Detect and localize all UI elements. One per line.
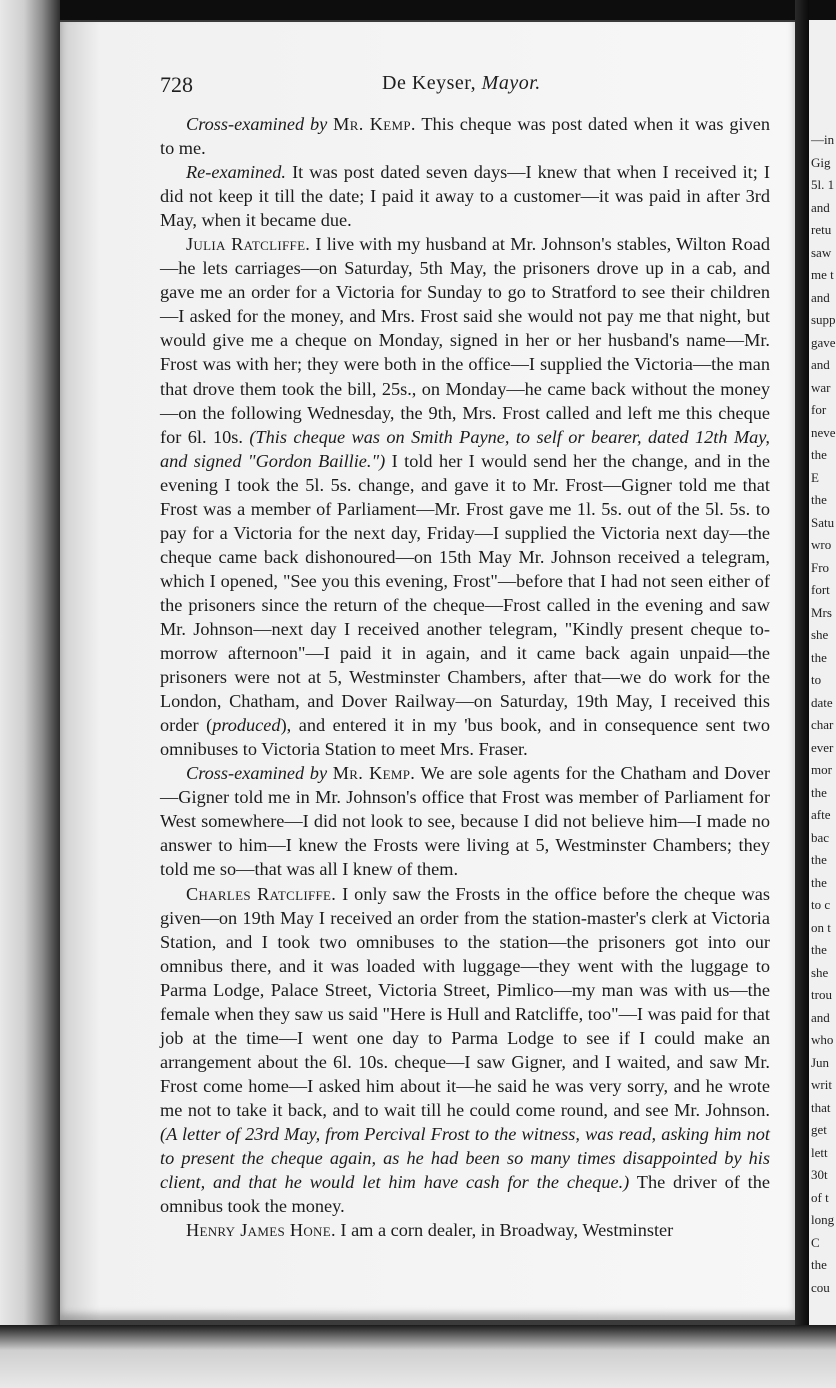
facing-page-fragment: who	[811, 1032, 834, 1047]
facing-page-fragment: 30t	[811, 1167, 828, 1182]
facing-page-fragment: retu	[811, 222, 832, 237]
facing-page-fragment: me t	[811, 267, 834, 282]
running-head-name: De Keyser,	[382, 72, 477, 94]
facing-page-fragment: ever	[811, 739, 834, 755]
facing-page-fragment: mor	[811, 762, 832, 777]
facing-page-fragment: char	[811, 717, 834, 732]
paragraph-julia-ratcliffe: Julia Ratcliffe. I live with my husband at Mr. Johnson's stables, Wilton Road—he lets carriages—on Saturday, 5th May, the prisoners drove up in a cab, and gave me an order for a Victoria for Sunday to go to Stratford to see their children—I asked for the money, and Mrs. Frost said she would not pay me that night, but would give me a cheque on Monday, signed in her or her husband's name—Mr. Frost was with her; they were both in the office—I supplied the Victoria—the man that drove them took the bill, 25s., on Monday—he came back without the money—on the following Wednesday, the 9th, Mrs. Frost called and left me this cheque for 6l. 10s. (This cheque was on Smith Payne, to self or bearer, dated 12th May, and signed "Gordon Baillie.") I told her I would send her the change, and in the evening I took the 5l. 5s. change, and gave it to Mr. Frost—Gigner told me that Frost was a member of Parliament—Mr. Frost gave me 1l. 5s. out of the 5l. 5s. to pay for a Victoria for the next day, Friday—I supplied the Victoria next day—the cheque came back dishonoured—on 15th May Mr. Johnson received a telegram, which I opened, "See you this evening, Frost"—before that I had not seen either of the prisoners since the return of the cheque—Frost called in the evening and saw Mr. Johnson—next day I received another telegram, "Kindly present cheque to-morrow afternoon"—I paid it in again, and it came back again unpaid—the prisoners were not at 5, Westminster Chambers, after that—we do work for the London, Chatham, and Dover Railway—on Saturday, 19th May, I received this order (produced), and entered it in my 'bus book, and in consequence sent two omnibuses to Victoria Station to meet Mrs. Fraser.	[160, 234, 771, 760]
paragraph-re-examined: Re-examined. It was post dated seven days—I knew that when I received it; I did not keep it till the date; I paid it away to a customer—it was paid in after 3rd May, when it became due.	[160, 162, 770, 231]
facing-page-edge	[809, 20, 836, 1325]
facing-page-fragment: for	[811, 402, 827, 417]
facing-page-fragment: saw	[811, 244, 832, 260]
facing-page-fragment: of t	[811, 1189, 829, 1205]
paragraph-cross-examined-kemp-1: Cross-examined by Mr. Kemp. This cheque was post dated when it was given to me.	[160, 114, 770, 159]
facing-page-fragment: the	[811, 942, 827, 957]
scan-bottom-border	[0, 1325, 836, 1388]
facing-page-fragment: she	[811, 964, 829, 980]
facing-page-fragment: long	[811, 1212, 835, 1227]
facing-page-fragment: the	[811, 1257, 827, 1272]
facing-page-fragment: trou	[811, 987, 832, 1002]
paragraph-henry-james-hone: Henry James Hone. I am a corn dealer, in Broadway, Westminster	[186, 1220, 674, 1241]
page-header	[160, 72, 770, 106]
facing-page-fragment: 5l. 1	[811, 177, 835, 192]
facing-page-fragment: Mrs	[811, 604, 832, 620]
facing-page-fragment: lett	[811, 1144, 828, 1160]
scan-top-border	[0, 0, 836, 20]
facing-page-fragment: E	[811, 469, 819, 485]
facing-page-fragment: to c	[811, 897, 831, 912]
facing-page-fragment: cou	[811, 1279, 830, 1295]
facing-page-fragment: Satu	[811, 514, 835, 530]
facing-page-fragment: the	[811, 492, 827, 507]
page-number: 728	[160, 72, 193, 97]
facing-page-fragment: and	[811, 1009, 830, 1025]
facing-page-fragment: to	[811, 672, 822, 687]
facing-page-fragment: and	[811, 357, 830, 372]
facing-page-fragment: get	[811, 1122, 827, 1137]
facing-page-fragment: afte	[811, 807, 831, 822]
facing-page-fragment: and	[811, 199, 830, 215]
facing-page-fragment: on t	[811, 919, 831, 935]
book-gutter	[795, 0, 809, 1388]
facing-page-fragment: war	[811, 379, 831, 395]
facing-page-fragment: Gig	[811, 154, 831, 170]
facing-page-fragment: that	[811, 1099, 831, 1115]
facing-page-fragment: C	[811, 1234, 820, 1250]
facing-page-fragment: neve	[811, 424, 836, 440]
facing-page-fragment: bac	[811, 829, 830, 845]
facing-page-fragment: supp	[811, 312, 836, 327]
facing-page-fragment: —in	[811, 132, 835, 147]
facing-page-fragment: wro	[811, 537, 832, 552]
running-head	[382, 72, 541, 95]
facing-page-fragment: the	[811, 784, 827, 800]
facing-page-fragment: the	[811, 447, 827, 462]
facing-page-fragment: the	[811, 874, 827, 890]
facing-page-fragment: writ	[811, 1077, 832, 1092]
paragraph-charles-ratcliffe: Charles Ratcliffe. I only saw the Frosts in the office before the cheque was given—on 19th May I received an order from the station-master's clerk at Victoria Station, and I took two omnibuses to the station—the prisoners got into our omnibus there, and it was loaded with luggage—they went with the luggage to Parma Lodge, Palace Street, Victoria Street, Pimlico—my man was with us—the female when they saw us said "Here is Hull and Ratcliffe, too"—I was paid for that job at the time—I went one day to Parma Lodge to see if I could make an arrangement about the 6l. 10s. cheque—I saw Gigner, and I waited, and saw Mr. Frost come home—I asked him about it—he said he was very sorry, and he wrote me not to take it back, and to wait till he could come round, and see Mr. Johnson. (A letter of 23rd May, from Percival Frost to the witness, was read, asking him not to present the cheque again, as he had been so many times disappointed by his client, and that he would let him have cash for the cheque.) The driver of the omnibus took the money.	[160, 883, 771, 1217]
facing-page-fragment: she	[811, 627, 829, 642]
facing-page-fragment: gave	[811, 334, 836, 350]
running-head-title: Mayor.	[481, 72, 541, 94]
facing-page-fragment: fort	[811, 582, 830, 597]
book-left-edge	[0, 0, 60, 1388]
page-body	[160, 112, 770, 1242]
facing-page-fragment: the	[811, 649, 827, 665]
facing-page-fragment: the	[811, 852, 827, 867]
facing-page-fragment: Fro	[811, 559, 830, 575]
paragraph-cross-examined-kemp-2: Cross-examined by Mr. Kemp. We are sole agents for the Chatham and Dover—Gigner told me in Mr. Johnson's office that Frost was member of Parliament for West somewhere—I did not look to see, because I did not believe him—I made no answer to him—I knew the Frosts were living at 5, Westminster Chambers; they told me so—that was all I knew of them.	[160, 763, 770, 880]
facing-page-fragment: Jun	[811, 1054, 830, 1070]
facing-page-fragment: and	[811, 289, 830, 305]
facing-page-fragment: date	[811, 694, 833, 710]
